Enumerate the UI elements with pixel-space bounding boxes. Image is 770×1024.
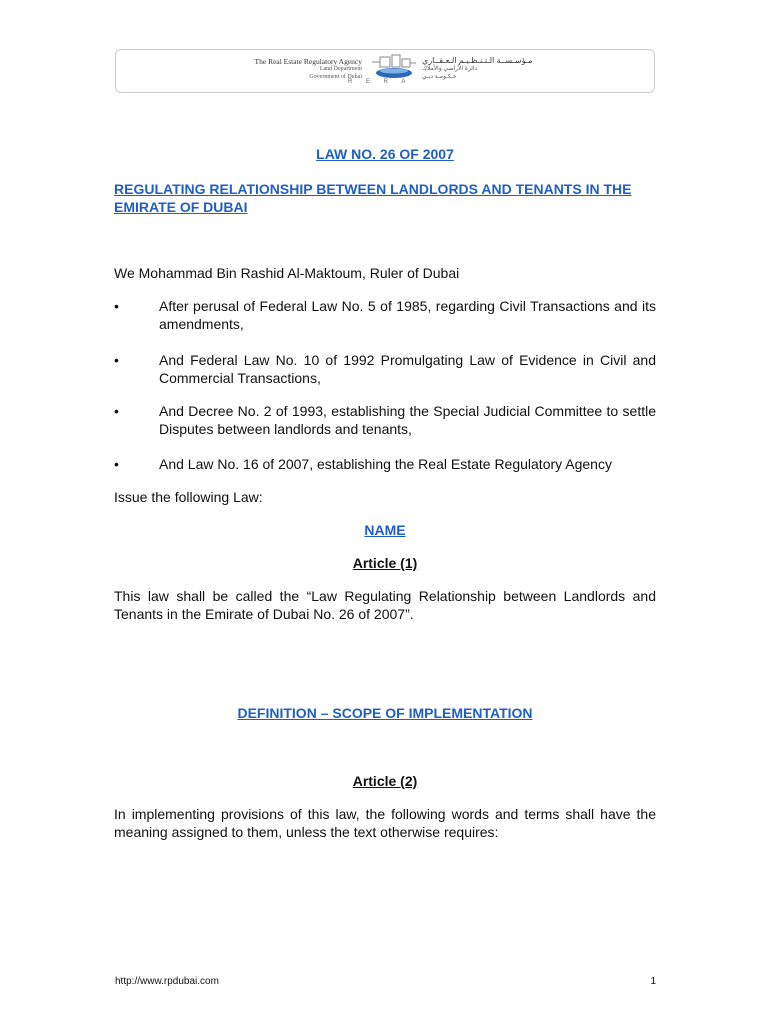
agency-name-arabic: مـؤسـســة الـتـنـظـيـم الـعـقــاري <box>422 56 533 65</box>
article-2-text: In implementing provisions of this law, the following words and terms shall have the meaning assigned to them, unless the text otherwise requires: <box>114 806 656 840</box>
department-name: Land Department <box>319 66 362 73</box>
bullet-item: And Decree No. 2 of 1993, establishing the Special Judicial Committee to settle Disputes between landlords and tenants, <box>159 403 656 437</box>
section-name-heading: NAME <box>364 522 406 538</box>
bullet-marker: • <box>114 403 119 419</box>
bullet-item: And Federal Law No. 10 of 1992 Promulgating Law of Evidence in Civil and Commercial Transactions, <box>159 352 656 386</box>
header-arabic-text <box>422 56 538 82</box>
bullet-marker: • <box>114 298 119 314</box>
header-english-text <box>224 57 362 81</box>
intro-line: We Mohammad Bin Rashid Al-Maktoum, Ruler of Dubai <box>114 265 460 281</box>
law-title: LAW NO. 26 OF 2007 <box>316 146 454 162</box>
law-subtitle: REGULATING RELATIONSHIP BETWEEN LANDLORDS AND TENANTS IN THE EMIRATE OF DUBAI <box>114 181 632 215</box>
article-1-text: This law shall be called the “Law Regulating Relationship between Landlords and Tenants in the Emirate of Dubai No. 26 of 2007”. <box>114 588 656 622</box>
header-banner <box>115 49 655 93</box>
bullet-marker: • <box>114 456 119 472</box>
rera-logo-text: R E R A <box>348 79 412 85</box>
article-2-heading: Article (2) <box>352 773 418 789</box>
bullet-item: And Law No. 16 of 2007, establishing the Real Estate Regulatory Agency <box>159 456 612 472</box>
page-number: 1 <box>650 976 656 987</box>
section-definition-heading: DEFINITION – SCOPE OF IMPLEMENTATION <box>237 705 533 721</box>
footer-url: http://www.rpdubai.com <box>115 976 219 987</box>
government-name-arabic: حـكـومـة دبـي <box>422 74 457 81</box>
agency-name: The Real Estate Regulatory Agency <box>254 57 362 66</box>
issue-line: Issue the following Law: <box>114 489 263 505</box>
government-name: Government of Dubai <box>309 73 362 80</box>
article-1-heading: Article (1) <box>352 555 418 571</box>
bullet-item: After perusal of Federal Law No. 5 of 1985, regarding Civil Transactions and its amendments, <box>159 298 656 332</box>
bullet-marker: • <box>114 352 119 368</box>
department-name-arabic: دائرة الأراضي والأملاك <box>422 66 478 73</box>
